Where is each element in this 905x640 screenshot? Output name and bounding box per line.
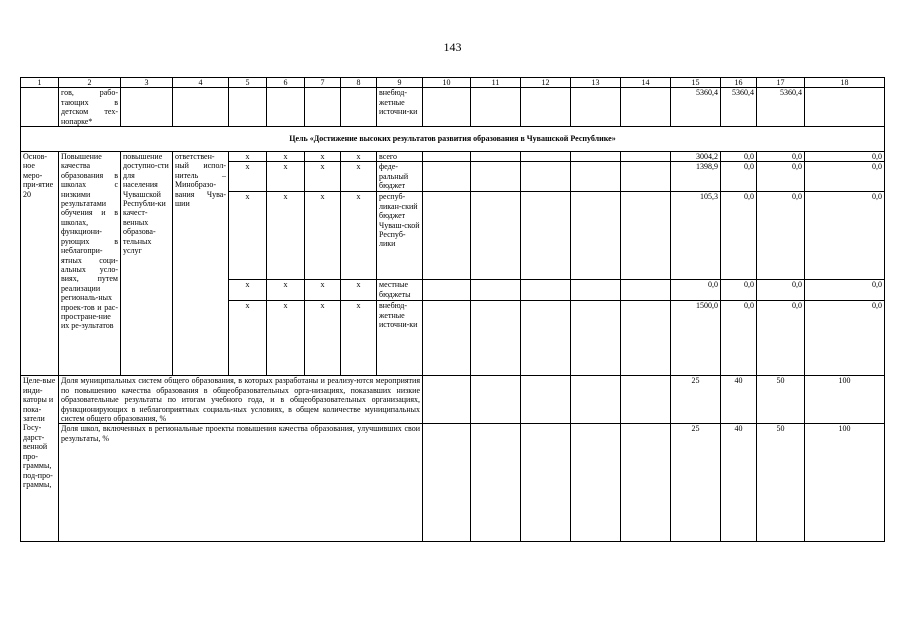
cell-value: 5360,4: [671, 88, 721, 127]
cell-x: х: [305, 162, 341, 192]
cell-value: 40: [721, 376, 757, 424]
col-header: 13: [571, 78, 621, 88]
cell-value: 0,0: [757, 152, 805, 162]
cell-x: х: [267, 280, 305, 301]
program-table: [20, 77, 885, 542]
cell-x: х: [305, 301, 341, 376]
col-header: 11: [471, 78, 521, 88]
goal-row: [21, 127, 885, 152]
cell-x: х: [341, 280, 377, 301]
cell-source: всего: [377, 152, 423, 162]
cell-value: 0,0: [721, 152, 757, 162]
cell-x: х: [305, 152, 341, 162]
cell-value: 0,0: [805, 280, 885, 301]
cell-value: 40: [721, 424, 757, 542]
cell-x: х: [267, 192, 305, 280]
cell-x: х: [229, 152, 267, 162]
cell-x: х: [229, 301, 267, 376]
cell-value: 5360,4: [757, 88, 805, 127]
col-header: 5: [229, 78, 267, 88]
cell-value: 0,0: [757, 192, 805, 280]
table-row: [21, 152, 885, 162]
indicators-label: Целе-вые инди-каторы и пока-затели Госу-дарст-венной про-граммы, под-про-граммы,: [21, 376, 59, 542]
cell-source: внебюд-жетные источни-ки: [377, 88, 423, 127]
indicator-text: Доля муниципальных систем общего образования, в которых разработаны и реализу-ются мероприятия по повышению качества образования в общеобразовательных орга-низациях, показавших низкие образовательные результаты по итогам учебного года, и в общеобразовательных организациях, функционирующих в неблагоприятных социаль-ных условиях, в общем количестве муниципальных систем общего образования, %: [59, 376, 423, 424]
cell-x: х: [267, 162, 305, 192]
cell-value: 5360,4: [721, 88, 757, 127]
col-header: 3: [121, 78, 173, 88]
cell-x: х: [229, 162, 267, 192]
cell-x: х: [341, 162, 377, 192]
col-header: 8: [341, 78, 377, 88]
cell-x: х: [229, 192, 267, 280]
measure-goal: повышение доступно-сти для населения Чувашской Республи-ки качест-венных образова-тельных услуг: [121, 152, 173, 376]
cell-value: 50: [757, 376, 805, 424]
cell-x: х: [305, 280, 341, 301]
cell-source: внебюд-жетные источни-ки: [377, 301, 423, 376]
column-number-row: [21, 78, 885, 88]
cell-value: 0,0: [805, 192, 885, 280]
cell-x: х: [267, 301, 305, 376]
col-header: 12: [521, 78, 571, 88]
table-row: [21, 88, 885, 127]
cell-value: 0,0: [805, 301, 885, 376]
cell-value: 0,0: [805, 162, 885, 192]
col-header: 2: [59, 78, 121, 88]
indicator-text: Доля школ, включенных в региональные проекты повышения качества образования, улучшивших свои результаты, %: [59, 424, 423, 542]
col-header: 16: [721, 78, 757, 88]
cell-value: 0,0: [757, 280, 805, 301]
cell-value: 0,0: [721, 280, 757, 301]
cell-x: х: [229, 280, 267, 301]
cell-value: 100: [805, 376, 885, 424]
cell-x: х: [267, 152, 305, 162]
table-row: [21, 424, 885, 542]
col-header: 4: [173, 78, 229, 88]
col-header: 1: [21, 78, 59, 88]
cell-source: феде-ральный бюджет: [377, 162, 423, 192]
cell-x: х: [341, 301, 377, 376]
cell-value: 50: [757, 424, 805, 542]
col-header: 9: [377, 78, 423, 88]
cell-value: 25: [671, 424, 721, 542]
measure-name: Повышение качества образования в школах с низкими результатами обучения и в школах, функциони-рующих в неблагопри-ятных соци-альных усло-виях, путем реализации региональ-ных проек-тов и рас-простране-ние их ре-зультатов: [59, 152, 121, 376]
cell-value: [805, 88, 885, 127]
cell-value: 1398,9: [671, 162, 721, 192]
cell-x: х: [341, 152, 377, 162]
col-header: 18: [805, 78, 885, 88]
cell-value: 0,0: [721, 162, 757, 192]
measure-executor: ответствен-ный испол-нитель – Минобразо-вания Чува-шии: [173, 152, 229, 376]
cell-x: х: [305, 192, 341, 280]
cell-value: 0,0: [757, 162, 805, 192]
cell-x: х: [341, 192, 377, 280]
cell-value: 0,0: [721, 301, 757, 376]
table-row: [21, 376, 885, 424]
measure-label: Основ-ное меро-при-ятие 20: [21, 152, 59, 376]
col-header: 14: [621, 78, 671, 88]
cell-value: 0,0: [721, 192, 757, 280]
cell-value: 0,0: [671, 280, 721, 301]
cell-description: гов, рабо-тающих в детском тех-нопарке*: [59, 88, 121, 127]
cell-value: 105,3: [671, 192, 721, 280]
col-header: 15: [671, 78, 721, 88]
cell-value: 0,0: [757, 301, 805, 376]
cell-value: 1500,0: [671, 301, 721, 376]
cell-value: 25: [671, 376, 721, 424]
cell-value: 3004,2: [671, 152, 721, 162]
goal-title: Цель «Достижение высоких результатов развития образования в Чувашской Республике»: [21, 127, 885, 152]
col-header: 17: [757, 78, 805, 88]
col-header: 7: [305, 78, 341, 88]
col-header: 10: [423, 78, 471, 88]
cell-source: местные бюджеты: [377, 280, 423, 301]
page-number: 143: [443, 40, 462, 54]
cell-value: 0,0: [805, 152, 885, 162]
cell-value: 100: [805, 424, 885, 542]
col-header: 6: [267, 78, 305, 88]
cell-source: респуб-ликан-ский бюджет Чуваш-ской Респуб-лики: [377, 192, 423, 280]
